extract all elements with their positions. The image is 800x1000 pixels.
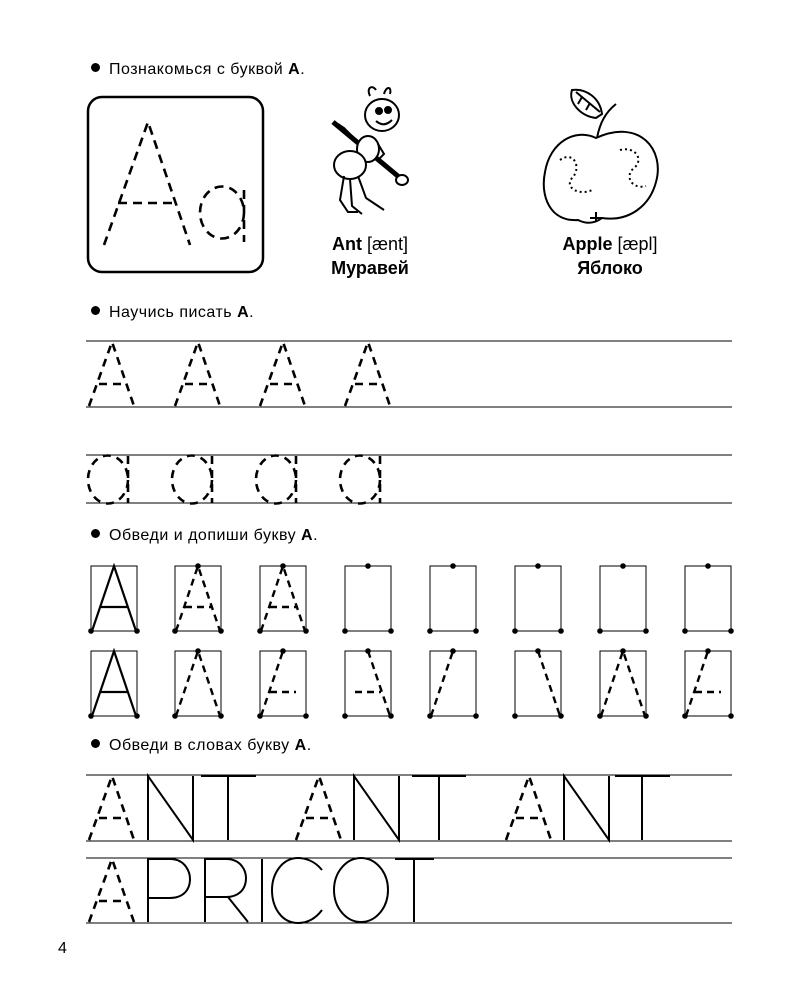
apple-illustration xyxy=(544,90,658,223)
caption-ant: Ant [ænt] Муравей xyxy=(331,234,409,278)
trace-grid-row-1 xyxy=(88,563,734,634)
solid-letter-t xyxy=(412,776,466,840)
trace-partial-a xyxy=(686,651,721,716)
instruction-trace-complete: Обведи и допиши букву А. xyxy=(91,527,318,545)
card-uppercase-a xyxy=(104,122,190,245)
trace-upper-a xyxy=(89,859,134,922)
solid-letter-n xyxy=(354,776,399,840)
card-lowercase-a xyxy=(200,187,244,242)
trace-upper-a xyxy=(261,566,305,631)
writing-lines-upper xyxy=(86,341,732,407)
trace-upper-a xyxy=(175,342,220,406)
caption-apple: Apple [æpl] Яблоко xyxy=(562,234,658,278)
writing-lines-lower xyxy=(86,455,732,503)
trace-partial-a xyxy=(431,651,453,716)
instruction-intro: Познакомься с буквой А. xyxy=(91,61,305,79)
solid-letter-n xyxy=(564,776,609,840)
solid-letter-n xyxy=(148,776,193,840)
trace-grid-row-2 xyxy=(88,648,734,719)
page-number: 4 xyxy=(58,940,67,957)
tracing-row-lower-a xyxy=(88,456,380,504)
instruction-trace-words: Обведи в словах букву А. xyxy=(91,737,312,755)
trace-upper-a xyxy=(89,342,134,406)
card-uppercase-letter: A xyxy=(0,0,1,1)
solid-letter-t xyxy=(615,776,670,840)
trace-partial-a xyxy=(355,651,390,716)
trace-lower-a xyxy=(88,456,128,504)
solid-letter-t xyxy=(201,776,256,840)
word-ant-row xyxy=(89,776,670,840)
trace-partial-a xyxy=(538,651,560,716)
trace-upper-a xyxy=(89,776,134,840)
trace-partial-a xyxy=(261,651,296,716)
instruction-learn-write: Научись писать А. xyxy=(91,304,254,322)
trace-upper-a xyxy=(296,776,341,840)
solid-letter-c xyxy=(272,858,322,923)
trace-partial-a xyxy=(176,651,220,716)
ant-illustration xyxy=(333,87,408,214)
trace-lower-a xyxy=(256,456,296,504)
solid-letter-p xyxy=(148,859,190,922)
letter-card xyxy=(0,0,263,272)
solid-letter-r xyxy=(205,859,248,922)
trace-upper-a xyxy=(176,566,220,631)
trace-upper-a xyxy=(506,776,551,840)
solid-upper-a xyxy=(92,651,136,716)
trace-upper-a xyxy=(345,342,390,406)
tracing-row-upper-a xyxy=(89,342,390,406)
word-lines xyxy=(86,775,732,923)
trace-lower-a xyxy=(172,456,212,504)
solid-letter-t xyxy=(395,859,434,922)
trace-lower-a xyxy=(340,456,380,504)
word-apricot-row xyxy=(89,858,434,923)
trace-upper-a xyxy=(260,342,305,406)
solid-upper-a xyxy=(92,566,136,631)
trace-partial-a xyxy=(601,651,645,716)
solid-letter-o xyxy=(334,858,388,922)
